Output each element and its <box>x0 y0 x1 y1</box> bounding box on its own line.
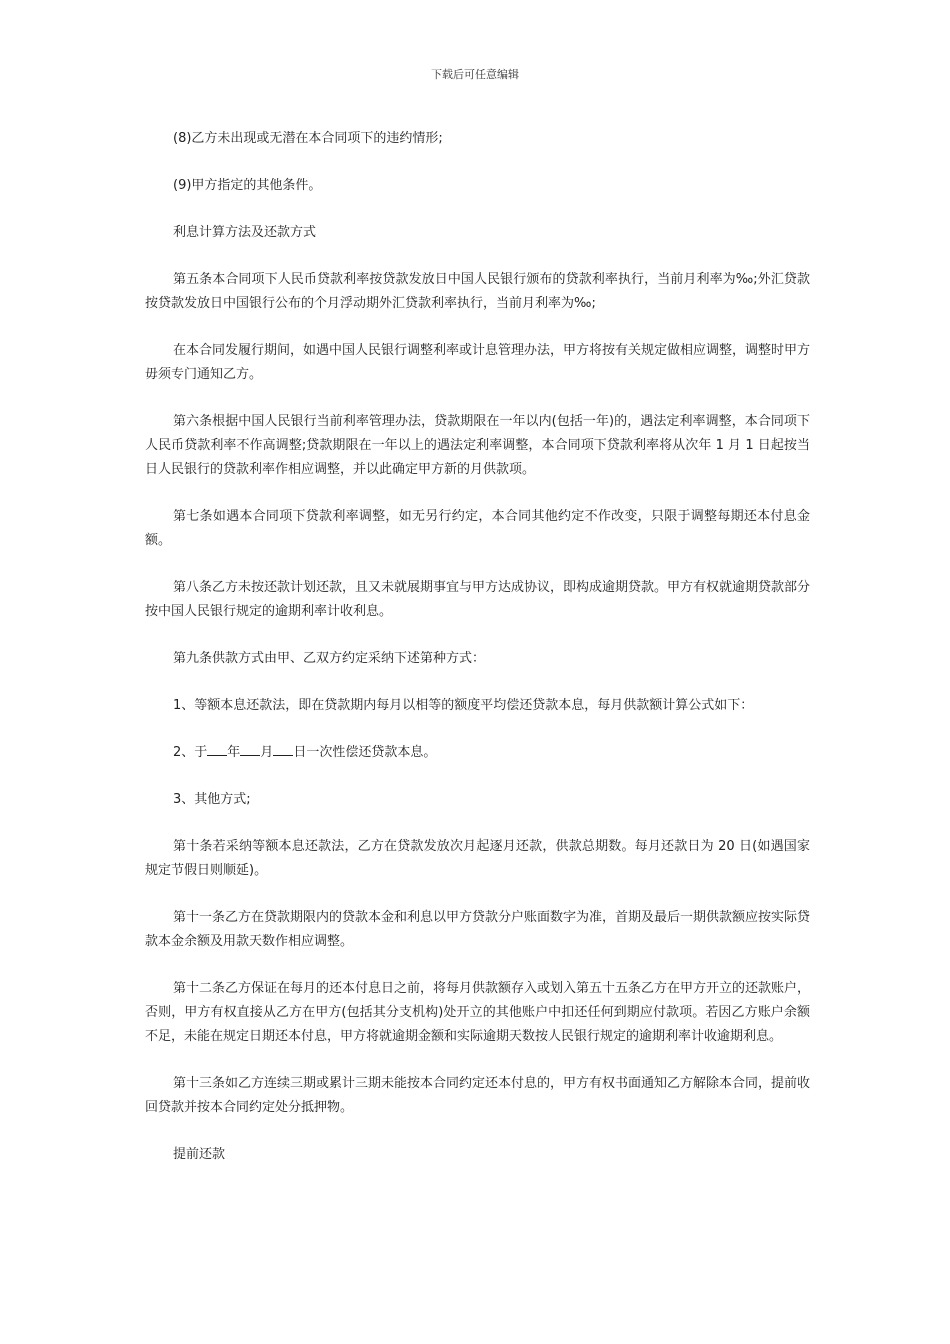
paragraph-option-2 <box>145 741 810 765</box>
month-label: 月 <box>260 745 274 760</box>
paragraph-item-9: (9)甲方指定的其他条件。 <box>173 178 322 193</box>
document-body <box>145 127 810 1190</box>
paragraph-item-8: (8)乙方未出现或无潜在本合同项下的违约情形; <box>173 131 443 146</box>
paragraph-article-5: 第五条本合同项下人民币贷款利率按贷款发放日中国人民银行颁布的贷款利率执行，当前月利率为‰;外汇贷款按贷款发放日中国银行公布的个月浮动期外汇贷款利率执行，当前月利率为‰; <box>145 272 810 311</box>
option-2-rest: 日一次性偿还贷款本息。 <box>293 745 437 760</box>
section-heading-interest: 利息计算方法及还款方式 <box>173 225 317 240</box>
paragraph-article-9: 第九条供款方式由甲、乙双方约定采纳下述第种方式： <box>173 651 486 666</box>
year-label: 年 <box>227 745 241 760</box>
section-heading-prepayment: 提前还款 <box>173 1147 226 1162</box>
option-2-prefix: 2、于 <box>173 745 208 760</box>
paragraph-option-3: 3、其他方式; <box>173 792 251 807</box>
header-note: 下载后可任意编辑 <box>431 68 519 81</box>
paragraph-article-11: 第十一条乙方在贷款期限内的贷款本金和利息以甲方贷款分户账面数字为准，首期及最后一期供款额应按实际贷款本金余额及用款天数作相应调整。 <box>145 910 811 949</box>
paragraph-rate-adjustment: 在本合同发履行期间，如遇中国人民银行调整利率或计息管理办法，甲方将按有关规定做相应调整，调整时甲方毋须专门通知乙方。 <box>145 343 811 382</box>
paragraph-article-10: 第十条若采纳等额本息还款法，乙方在贷款发放次月起逐月还款，供款总期数。每月还款日为 20 日(如遇国家规定节假日则顺延)。 <box>145 839 810 878</box>
paragraph-article-8: 第八条乙方未按还款计划还款，且又未就展期事宜与甲方达成协议，即构成逾期贷款。甲方有权就逾期贷款部分按中国人民银行规定的逾期利率计收利息。 <box>145 580 811 619</box>
day-blank <box>273 741 293 756</box>
paragraph-option-1: 1、等额本息还款法，即在贷款期内每月以相等的额度平均偿还贷款本息，每月供款额计算公式如下： <box>173 698 754 713</box>
month-blank <box>240 741 260 756</box>
year-blank <box>207 741 227 756</box>
paragraph-article-6: 第六条根据中国人民银行当前利率管理办法，贷款期限在一年以内(包括一年)的，遇法定利率调整，本合同项下人民币贷款利率不作高调整;贷款期限在一年以上的遇法定利率调整，本合同项下贷款利率将从次年 1 月 1 日起按当日人民银行的贷款利率作相应调整，并以此确定甲方新的月供款项。 <box>145 414 810 477</box>
paragraph-article-12: 第十二条乙方保证在每月的还本付息日之前，将每月供款额存入或划入第五十五条乙方在甲方开立的还款账户，否则，甲方有权直接从乙方在甲方(包括其分支机构)处开立的其他账户中扣还任何到期应付款项。若因乙方账户余额不足，未能在规定日期还本付息，甲方将就逾期金额和实际逾期天数按人民银行规定的逾期利率计收逾期利息。 <box>145 981 811 1044</box>
paragraph-article-7: 第七条如遇本合同项下贷款利率调整，如无另行约定，本合同其他约定不作改变，只限于调整每期还本付息金额。 <box>145 509 810 548</box>
paragraph-article-13: 第十三条如乙方连续三期或累计三期未能按本合同约定还本付息的，甲方有权书面通知乙方解除本合同，提前收回贷款并按本合同约定处分抵押物。 <box>145 1076 811 1115</box>
